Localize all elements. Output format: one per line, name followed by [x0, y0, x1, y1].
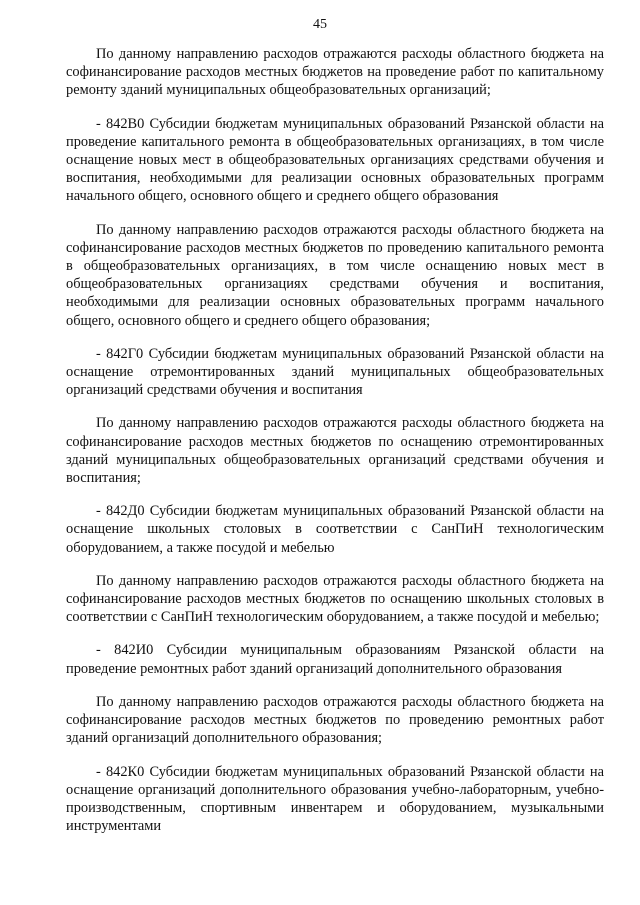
paragraph: По данному направлению расходов отражаются расходы областного бюджета на софинансирование расходов местных бюджетов по оснащению отремонтированных зданий муниципальных общеобразовательных организаций средствами обучения и воспитания; — [66, 415, 604, 487]
paragraph: - 842Д0 Субсидии бюджетам муниципальных образований Рязанской области на оснащение школьных столовых в соответствии с СанПиН технологическим оборудованием, а также посудой и мебелью — [66, 503, 604, 556]
document-body — [66, 45, 604, 850]
paragraph: - 842К0 Субсидии бюджетам муниципальных образований Рязанской области на оснащение организаций дополнительного образования учебно-лабораторным, учебно-производственным, спортивным инвентарем и оборудованием, музыкальными инструментами — [66, 763, 604, 835]
paragraph: - 842Г0 Субсидии бюджетам муниципальных образований Рязанской области на оснащение отремонтированных зданий муниципальных общеобразовательных организаций средствами обучения и воспитания — [66, 345, 604, 399]
paragraph: По данному направлению расходов отражаются расходы областного бюджета на софинансирование расходов местных бюджетов по проведению ремонтных работ зданий организаций дополнительного образования; — [66, 693, 604, 747]
paragraph: - 842В0 Субсидии бюджетам муниципальных образований Рязанской области на проведение капитального ремонта в общеобразовательных организациях, в том числе оснащение новых мест в общеобразовательных организациях средствами обучения и воспитания, необходимыми для реализации основных образовательных программ начального общего, основного общего и среднего общего образования — [66, 115, 604, 205]
paragraph: - 842И0 Субсидии муниципальным образованиям Рязанской области на проведение ремонтных работ зданий организаций дополнительного образования — [66, 642, 604, 677]
page-number: 45 — [313, 17, 327, 32]
paragraph: По данному направлению расходов отражаются расходы областного бюджета на софинансирование расходов местных бюджетов по проведению капитального ремонта в общеобразовательных организациях, в том числе оснащению новых мест в общеобразовательных организациях средствами обучения и воспитания, необходимыми для реализации основных образовательных программ начального общего, основного общего и среднего общего образования; — [66, 221, 604, 329]
paragraph: По данному направлению расходов отражаются расходы областного бюджета на софинансирование расходов местных бюджетов на проведение работ по капитальному ремонту зданий муниципальных общеобразовательных организаций; — [66, 46, 604, 99]
paragraph: По данному направлению расходов отражаются расходы областного бюджета на софинансирование расходов местных бюджетов по оснащению школьных столовых в соответствии с СанПиН технологическим оборудованием, а также посудой и мебелью; — [66, 572, 604, 626]
